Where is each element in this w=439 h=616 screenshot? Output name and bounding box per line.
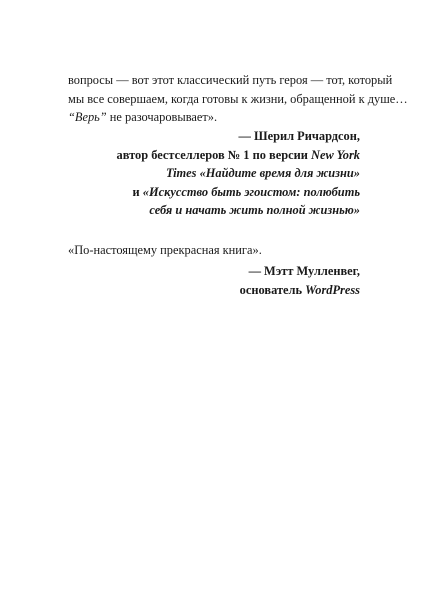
quote-line: «По-настоящему прекрасная книга». bbox=[68, 243, 262, 257]
attribution-richardson bbox=[117, 127, 360, 220]
attribution-name: — Шерил Ричардсон, bbox=[238, 129, 360, 143]
attribution-line bbox=[117, 146, 360, 165]
attribution-italic: Times «Найдите время для жизни» bbox=[165, 166, 360, 180]
attribution-text: и bbox=[132, 184, 143, 199]
quote-line: вопросы — вот этот классический путь героя — тот, который bbox=[68, 73, 393, 87]
attribution-text: основатель bbox=[239, 282, 306, 297]
quote-line-rest: не разочаровывает». bbox=[106, 110, 218, 124]
quote-title-italic: “Верь” bbox=[68, 110, 107, 124]
attribution-line bbox=[240, 281, 360, 300]
attribution-italic: New York bbox=[311, 147, 360, 162]
quote-line: мы все совершаем, когда готовы к жизни, обращенной к душе… bbox=[68, 91, 408, 106]
attribution-italic: себя и начать жить полной жизнью» bbox=[149, 203, 360, 217]
attribution-text: автор бестселлеров № 1 по версии bbox=[116, 147, 311, 162]
attribution-mullenweg bbox=[240, 262, 360, 299]
attribution-italic: «Искусство быть эгоистом: полюбить bbox=[142, 184, 360, 199]
attribution-line bbox=[117, 183, 360, 202]
attribution-line bbox=[117, 164, 360, 183]
quote-mullenweg bbox=[68, 241, 360, 260]
attribution-name: — Мэтт Мулленвег, bbox=[248, 264, 360, 278]
attribution-line bbox=[117, 201, 360, 220]
attribution-italic: WordPress bbox=[305, 282, 360, 297]
quote-line bbox=[68, 108, 360, 127]
quote-richardson bbox=[68, 71, 408, 127]
